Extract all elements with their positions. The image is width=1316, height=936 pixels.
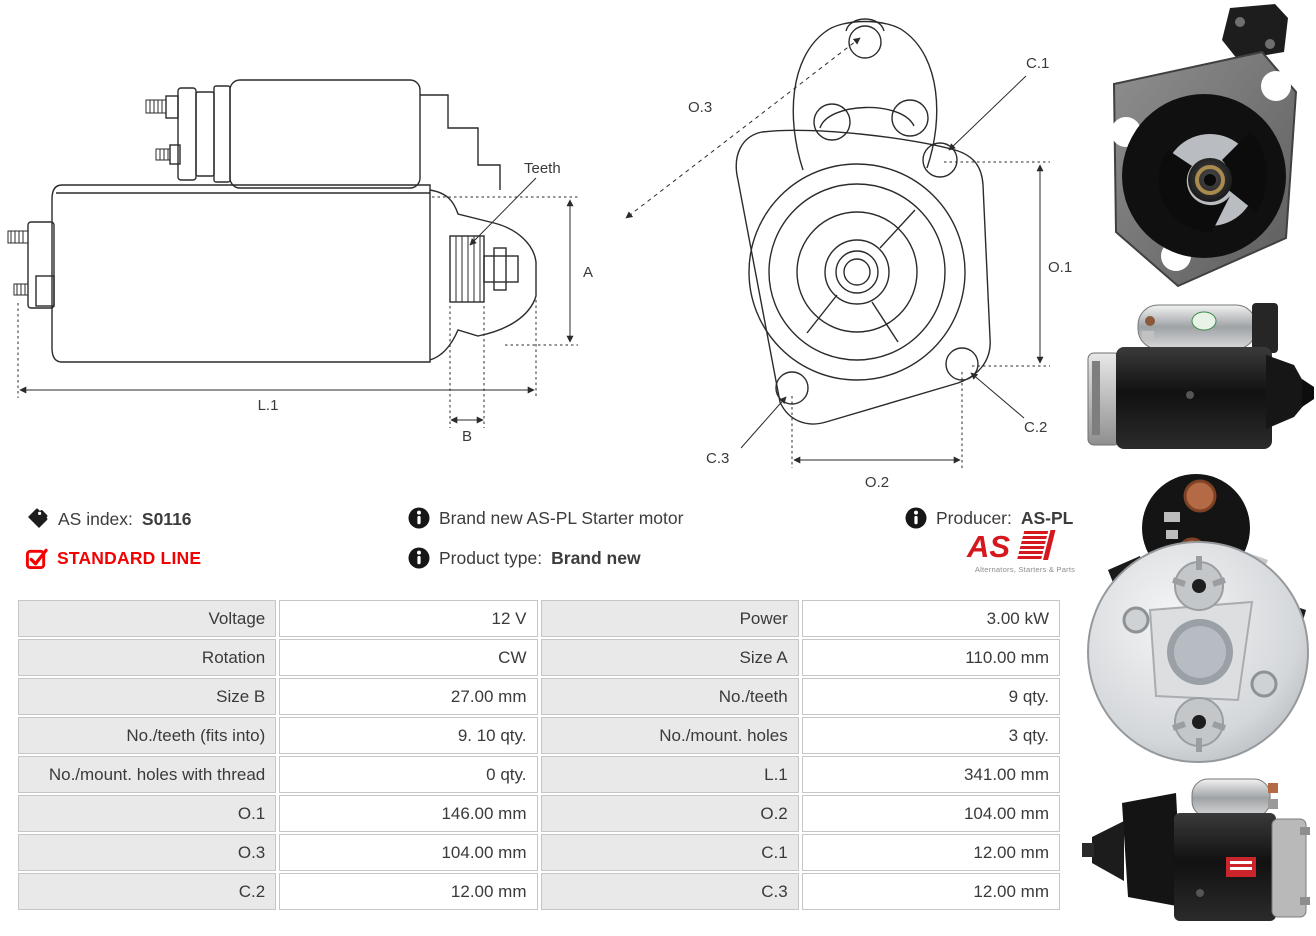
spec-value-cell: 104.00 mm <box>802 795 1060 832</box>
spec-value-cell: 9. 10 qty. <box>279 717 537 754</box>
info-icon <box>408 507 430 529</box>
starter-rear-view-photo <box>1080 460 1316 765</box>
brand-new-note-row <box>408 507 683 529</box>
spec-label-cell: No./teeth <box>541 678 799 715</box>
c3-dimension-label: C.3 <box>706 450 730 467</box>
starter-front-outline <box>736 19 990 424</box>
spec-value-cell: 0 qty. <box>279 756 537 793</box>
spec-label-cell: No./mount. holes <box>541 717 799 754</box>
front-view-technical-drawing <box>610 0 1080 500</box>
l1-dimension-label: L.1 <box>257 397 279 414</box>
spec-label-cell: O.2 <box>541 795 799 832</box>
starter-front-view-photo <box>1080 0 1316 295</box>
spec-label-cell: Voltage <box>18 600 276 637</box>
spec-value-cell: 146.00 mm <box>279 795 537 832</box>
spec-value-cell: 12.00 mm <box>802 873 1060 910</box>
spec-label-cell: Size A <box>541 639 799 676</box>
table-row <box>18 600 1060 637</box>
info-icon <box>905 507 927 529</box>
table-row <box>18 639 1060 676</box>
product-type-label: Product type: <box>439 547 543 568</box>
spec-value-cell: 3 qty. <box>802 717 1060 754</box>
spec-label-cell: Size B <box>18 678 276 715</box>
teeth-dimension-label: Teeth <box>524 160 561 177</box>
spec-label-cell: Power <box>541 600 799 637</box>
producer-value: AS-PL <box>1020 507 1074 528</box>
spec-value-cell: 104.00 mm <box>279 834 537 871</box>
size-b-dimension-label: B <box>461 428 473 445</box>
o3-dimension-label: O.3 <box>688 99 713 116</box>
spec-label-cell: No./teeth (fits into) <box>18 717 276 754</box>
table-row <box>18 873 1060 910</box>
c1-dimension-label: C.1 <box>1026 55 1050 72</box>
starter-side-view-2-photo <box>1080 765 1316 936</box>
spec-label-cell: L.1 <box>541 756 799 793</box>
table-row <box>18 717 1060 754</box>
table-row <box>18 795 1060 832</box>
as-index-value: S0116 <box>141 508 192 529</box>
as-index-row <box>25 507 192 531</box>
standard-line-row <box>25 547 201 570</box>
as-pl-logo <box>965 528 1085 574</box>
spec-label-cell: No./mount. holes with thread <box>18 756 276 793</box>
standard-line-label: STANDARD LINE <box>57 548 202 568</box>
producer-row <box>905 507 1073 529</box>
spec-label-cell: O.1 <box>18 795 276 832</box>
info-icon <box>408 547 430 569</box>
starter-side-view-photo <box>1080 295 1316 460</box>
spec-label-cell: C.3 <box>541 873 799 910</box>
spec-value-cell: 9 qty. <box>802 678 1060 715</box>
product-type-row <box>408 547 641 569</box>
spec-value-cell: 27.00 mm <box>279 678 537 715</box>
starter-side-outline <box>8 80 536 362</box>
spec-label-cell: O.3 <box>18 834 276 871</box>
size-a-dimension-label: A <box>583 264 594 281</box>
spec-value-cell: 3.00 kW <box>802 600 1060 637</box>
side-view-technical-drawing <box>0 0 610 470</box>
specification-table <box>15 598 1063 912</box>
spec-value-cell: CW <box>279 639 537 676</box>
table-row <box>18 678 1060 715</box>
spec-value-cell: 341.00 mm <box>802 756 1060 793</box>
as-index-label: AS index: <box>58 508 133 529</box>
product-type-value: Brand new <box>551 547 641 568</box>
side-view-drawing-svg <box>0 0 610 470</box>
as-pl-logo-text: AS <box>967 529 1011 564</box>
as-pl-logo-mark <box>965 528 1057 564</box>
c2-dimension-label: C.2 <box>1024 419 1048 436</box>
front-view-drawing-svg <box>610 0 1080 500</box>
spec-label-cell: C.2 <box>18 873 276 910</box>
as-pl-logo-tagline: Alternators, Starters & Parts <box>974 565 1076 574</box>
table-row <box>18 834 1060 871</box>
o2-dimension-label: O.2 <box>864 474 890 491</box>
spec-value-cell: 12 V <box>279 600 537 637</box>
tag-icon <box>25 507 49 531</box>
spec-value-cell: 12.00 mm <box>802 834 1060 871</box>
spec-label-cell: Rotation <box>18 639 276 676</box>
checked-checkbox-icon <box>25 547 48 570</box>
spec-value-cell: 110.00 mm <box>802 639 1060 676</box>
o1-dimension-label: O.1 <box>1048 259 1073 276</box>
table-row <box>18 756 1060 793</box>
spec-value-cell: 12.00 mm <box>279 873 537 910</box>
spec-label-cell: C.1 <box>541 834 799 871</box>
side-view-dimension-lines <box>18 178 578 428</box>
producer-label: Producer: <box>936 507 1012 528</box>
brand-new-note: Brand new AS-PL Starter motor <box>439 507 684 528</box>
